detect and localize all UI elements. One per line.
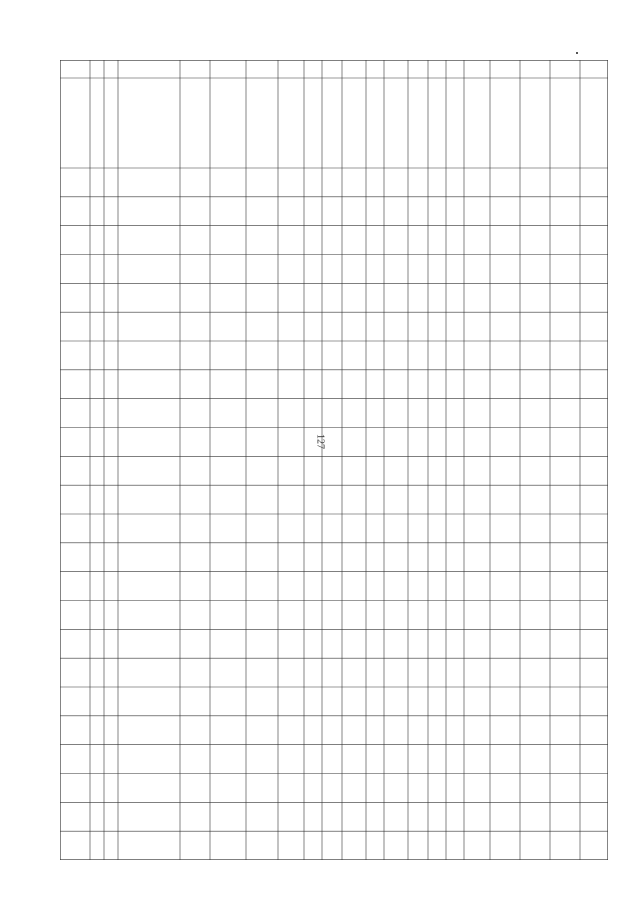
data-table <box>60 60 608 860</box>
page-number: 127 <box>314 434 326 449</box>
scan-speck <box>576 52 578 54</box>
table-grid <box>60 60 608 860</box>
